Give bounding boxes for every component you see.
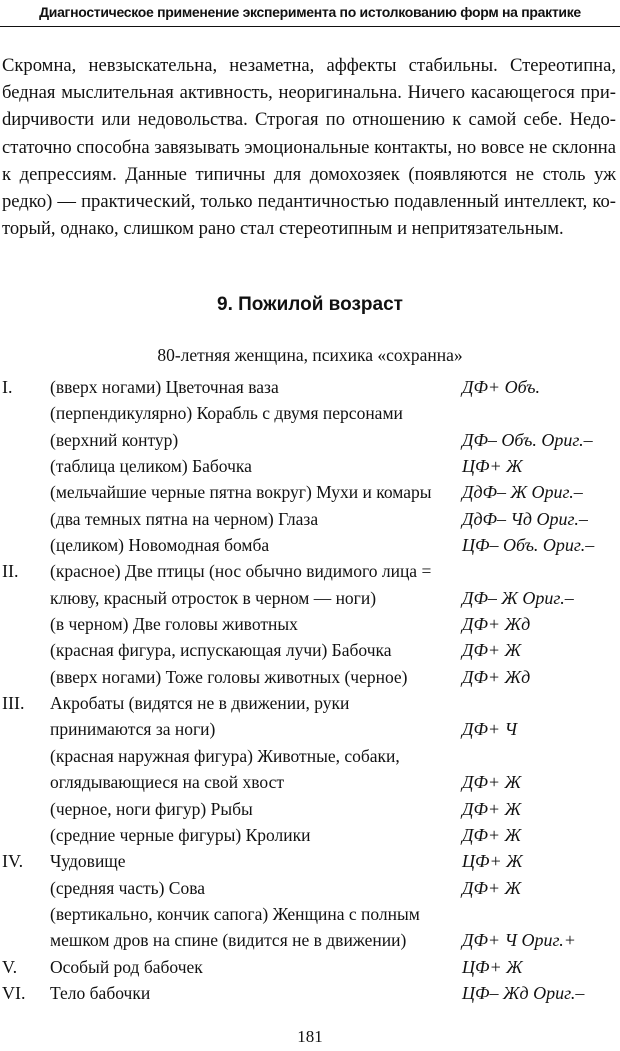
- response-code: ДдФ– Чд Ориг.–: [462, 508, 588, 529]
- response-text: (перпендикулярно) Корабль с двумя персонами: [50, 403, 403, 424]
- response-text: (в черном) Две головы животных: [50, 614, 298, 635]
- response-row: [0, 796, 620, 822]
- response-row: [0, 822, 620, 848]
- response-text: (два темных пятна на черном) Глаза: [50, 508, 319, 529]
- response-text: Чудовище: [50, 851, 126, 872]
- response-code: ЦФ+ Ж: [462, 956, 523, 977]
- response-row: [0, 927, 620, 953]
- response-row: [0, 453, 620, 479]
- response-row: [0, 479, 620, 505]
- response-text: (вертикально, кончик сапога) Женщина с полным: [50, 903, 420, 924]
- response-row: [0, 374, 620, 400]
- response-row: [0, 690, 620, 716]
- response-code: ЦФ+ Ж: [462, 456, 523, 477]
- response-text: Особый род бабочек: [50, 956, 203, 977]
- response-row: [0, 558, 620, 584]
- response-code: ЦФ+ Ж: [462, 851, 523, 872]
- response-row: [0, 611, 620, 637]
- response-row: [0, 400, 620, 426]
- card-number: I.: [2, 377, 13, 397]
- response-row: [0, 716, 620, 742]
- response-row: [0, 743, 620, 769]
- response-code: ДФ+ Ч Ориг.+: [462, 930, 576, 951]
- response-text: Тело бабочки: [50, 982, 151, 1003]
- response-text: (вверх ногами) Цветочная ваза: [50, 377, 279, 397]
- response-text: (вверх ногами) Тоже головы животных (черное): [50, 666, 408, 687]
- response-code: ДФ+ Ж: [462, 824, 522, 845]
- response-code: ДФ+ Жд: [462, 614, 531, 635]
- response-list: [0, 374, 620, 1006]
- running-head: Диагностическое применение эксперимента по истолкованию форм на практике: [0, 0, 620, 27]
- card-number: II.: [2, 561, 19, 582]
- response-row: [0, 848, 620, 874]
- card-number: IV.: [2, 851, 24, 872]
- response-text: принимаются за ноги): [50, 719, 216, 740]
- page-number: 181: [297, 1027, 323, 1046]
- response-text: (красное) Две птицы (нос обычно видимого лица =: [50, 561, 432, 582]
- response-row: [0, 664, 620, 690]
- card-number: III.: [2, 693, 25, 714]
- response-text: (мельчайшие черные пятна вокруг) Мухи и комары: [50, 482, 432, 503]
- response-text: (красная наружная фигура) Животные, собаки,: [50, 745, 400, 766]
- response-code: ДФ+ Ж: [462, 772, 522, 793]
- response-text: (средняя часть) Сова: [50, 877, 206, 898]
- case-caption: 80-летняя женщина, психика «сохранна»: [157, 345, 463, 365]
- section-title: 9. Пожилой возраст: [217, 294, 403, 315]
- response-code: ДФ+ Ж: [462, 877, 522, 898]
- response-text: (черное, ноги фигур) Рыбы: [50, 798, 253, 819]
- response-row: [0, 954, 620, 980]
- response-text: мешком дров на спине (видится не в движении): [50, 930, 407, 951]
- response-code: ДФ+ Ч: [462, 719, 517, 740]
- response-code: ДФ+ Ж: [462, 798, 522, 819]
- response-text: оглядывающиеся на свой хвост: [50, 772, 284, 793]
- response-text: (красная фигура, испускающая лучи) Бабочка: [50, 640, 392, 661]
- response-code: ДФ– Объ. Ориг.–: [462, 429, 593, 450]
- response-code: ДФ+ Ж: [462, 640, 522, 661]
- intro-paragraph: Скромна, невзыскательна, незаметна, аффекты стабильны. Стереотипна, бедная мыслительная активность, неоригинальна. Ничего касающегося приdирчивости или недовольства. Строгая по отношению к самой себе. Недостаточно способна завязывать эмоциональные контакты, но вовсе не склонна к депрессиям. Данные типичны для домохозяек (появляются не столь уж редко) — практический, только педантичностью подавленный интеллект, который, однако, слишком рано стал стереотипным и непритязательным.: [2, 55, 616, 240]
- response-code: ДФ+ Объ.: [462, 377, 541, 397]
- response-text: (таблица целиком) Бабочка: [50, 456, 252, 477]
- response-text: (средние черные фигуры) Кролики: [50, 824, 311, 845]
- response-row: [0, 980, 620, 1006]
- response-code: ЦФ– Жд Ориг.–: [462, 982, 585, 1003]
- response-row: [0, 637, 620, 663]
- response-code: ДдФ– Ж Ориг.–: [462, 482, 583, 503]
- card-number: VI.: [2, 982, 26, 1003]
- response-code: ЦФ– Объ. Ориг.–: [462, 535, 595, 556]
- response-row: [0, 901, 620, 927]
- response-text: клюву, красный отросток в черном — ноги): [50, 587, 377, 608]
- card-number: V.: [2, 956, 18, 977]
- response-text: Акробаты (видятся не в движении, руки: [50, 693, 350, 714]
- response-row: [0, 769, 620, 795]
- response-text: (верхний контур): [50, 429, 179, 450]
- response-code: ДФ– Ж Ориг.–: [462, 587, 574, 608]
- response-text: (целиком) Новомодная бомба: [50, 535, 270, 556]
- response-row: [0, 506, 620, 532]
- response-code: ДФ+ Жд: [462, 666, 531, 687]
- response-row: [0, 427, 620, 453]
- response-row: [0, 875, 620, 901]
- response-row: [0, 585, 620, 611]
- response-row: [0, 532, 620, 558]
